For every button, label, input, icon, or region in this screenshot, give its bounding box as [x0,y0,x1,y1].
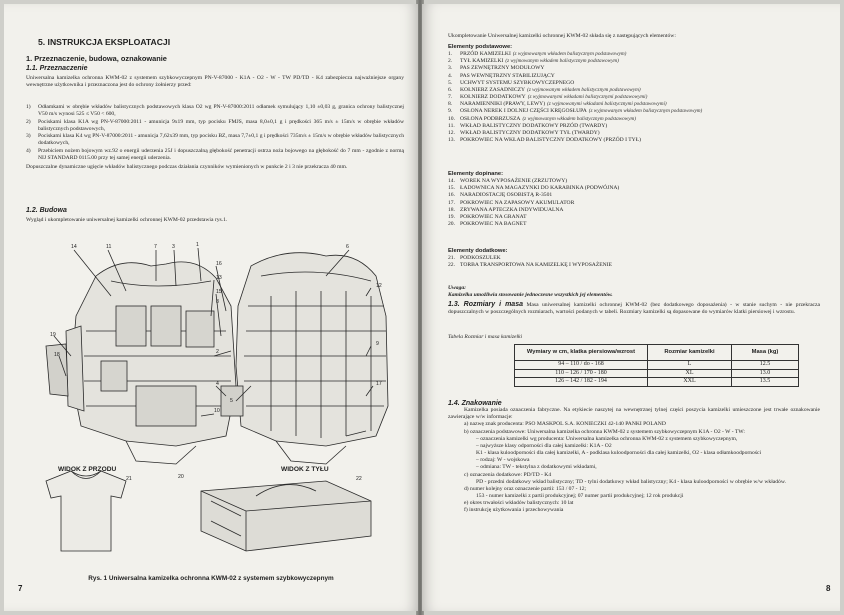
marking-intro: Kamizelka posiada oznaczenia fabryczne. Na etykiecie naszytej na wewnętrznej tylnej części poszycia kamizelki umieszczone jest trwałe oznakowanie zawierające w/w informacje: [448,407,820,421]
list-item: 12. WKŁAD BALISTYCZNY DODATKOWY TYŁ (TWARDY) [448,129,600,136]
deflection-paragraph: Dopuszczalne dynamiczne ugięcie wkładów balistycznego podczas działania czynników wymienionych w punkcie 2 i 3 nie przekracza 40 mm. [26,164,348,170]
callout: 7 [154,244,157,250]
callout: 15 [216,289,222,295]
list-item: 6. KOŁNIERZ ZASADNICZY (z wyjmowanym wkładem balistycznym podstawowym) [448,86,641,93]
vest-figure [26,236,410,566]
attached-elements-heading: Elementy dopinane: [448,171,504,177]
list-item: 4) Przebiciem nożem bojowym wz.92 o energii uderzenia 25J i dopuszczalną głębokość penetracji ostrza noża bojowego na głębokość do 7 mm - zgodnie z normą NIJ STANDARD 0115.00 przy tej samej energii uderzenia. [26,148,404,162]
sizes-table [514,344,799,387]
front-view-label: WIDOK Z PRZODU [58,466,117,473]
section-title: 5. INSTRUKCJA EKSPLOATACJI [38,37,171,47]
table-cell: 13.5 [732,378,799,387]
callout: 5 [230,398,233,404]
list-item: 4. PAS WEWNĘTRZNY STABILIZUJĄCY [448,72,555,79]
page-number: 8 [826,584,831,593]
t-shirt-drawing [46,471,126,551]
list-item: 3) Pociskami klasa K4 wg PN-V-87000:2011 - amunicja 7,62x39 mm, typ pocisku BZ, masa 7,7±0,1 g i prędkości 735m/s ± 15m/s w obrębie wkładów balistycznych dodatkowych, [26,133,404,147]
subsection-purpose-heading: 1.1. Przeznaczenie [26,65,88,72]
callout: 3 [172,244,175,250]
page-number: 7 [18,584,23,593]
list-item: 9. OSŁONA NEREK I DOLNEJ CZĘŚCI KRĘGOSŁUPA (z wyjmowanym wkładem balistycznym podstawowym) [448,108,703,115]
list-item: 17. POKROWIEC NA ZAPASOWY AKUMULATOR [448,199,575,206]
list-item: 20. POKROWIEC NA BAGNET [448,221,527,228]
marking-subitem: – rodzaj: W - wojskowa [476,457,530,464]
extra-elements [448,248,820,269]
marking-subitem: 153 - numer kamizelki z partii produkcyjnej; 07 numer partii produkcyjnej; 12 rok produkcji [476,493,684,500]
list-item: 13. POKROWIEC NA WKŁAD BALISTYCZNY DODATKOWY (PRZÓD I TYŁ) [448,137,642,144]
table-header-row [515,345,799,361]
extra-elements-heading: Elementy dodatkowe: [448,248,508,254]
callout: 8 [216,299,219,305]
left-page [4,4,418,611]
callout: 12 [376,283,382,289]
callout: 17 [376,381,382,387]
marking-item: d) numer kolejny oraz oznaczenie partii: 153 / 07 - 12; [464,485,587,492]
callout: 11 [106,244,112,250]
components-intro: Ukompletowanie Uniwersalnej kamizelki ochronnej KWM-02 składa się z następujących elementów: [448,33,676,39]
callout: 9 [376,341,379,347]
marking-subitem: – najwyższe klasy odporności dla całej kamizelki: K1A - O2 [476,442,612,449]
list-item: 19. POKROWIEC NA GRANAT [448,213,527,220]
marking-subitem: PD - przedni dodatkowy wkład balistyczny; TD - tylni dodatkowy wkład balistyczny; K4 - klasa kuloodporności w obrębie w/w wkładów. [476,478,786,485]
list-item: 10. OSŁONA PODBRZUSZA (z wyjmowanym wkładem balistycznym podstawowym) [448,115,636,122]
marking-item: b) oznaczenia podstawowe: Uniwersalna kamizelka ochronna KWM-02 z systemem szybkowyczepnym K1A - O2 - W - TW: [464,428,745,435]
list-item: 18. ZRYWANA APTECZKA INDYWIDUALNA [448,206,564,213]
protection-list [26,104,404,163]
attached-elements [448,171,820,228]
table-row [515,378,799,387]
list-item: 15. ŁADOWNICA NA MAGAZYNKI DO KARABINKA (PODWÓJNA) [448,185,620,192]
basic-elements [448,44,820,144]
marking-subitem: – odmiana: TW - tekstylna z dodatkowymi wkładami, [476,464,597,471]
column-header: Masa (kg) [732,345,799,361]
callout: 6 [346,244,349,250]
list-item: 1) Odłamkami w obrębie wkładów balistycznych podstawowych klasa O2 wg PN-V-87000:2011 odłamek symulujący 1,10 ±0,03 g, granica ochrony balistycznej V50 m/s wynosi 525 ≤ V50 < 600, [26,104,404,118]
vest-illustration [26,236,410,566]
list-item: 22. TORBA TRANSPORTOWA NA KAMIZELKĘ I WYPOSAŻENIE [448,262,612,269]
marking-subitem: K1 - klasa kuloodporności dla całej kamizelki, A - podklasa kuloodporności dla całej kamizelki, O2 - klasa odłamkoodporności [476,450,762,457]
note-text: Kamizelka umożliwia stosowanie jednoczesne wszystkich jej elementów. [448,292,613,299]
callout: 10 [214,408,220,414]
table-cell: L [648,361,732,370]
intro-paragraph: Uniwersalna kamizelka ochronna KWM-02 z systemem szybkowyczepnym PN-V-87000 - K1A - O2 - W - TW PD/TD - K4 zabezpiecza najważniejsze organy wewnętrzne użytkownika i przeznaczona jest do ochrony żołnierzy przed: [26,75,404,89]
list-item: 2. TYŁ KAMIZELKI (z wyjmowanym wkładem balistycznym podstawowym) [448,58,619,65]
callout: 13 [216,275,222,281]
list-item: 16. NARADIOSTACJĘ OSOBISTĄ R-3501 [448,192,553,199]
list-item: 14. WOREK NA WYPOSAŻENIE (ZRZUTOWY) [448,178,568,185]
table-cell: 110 – 126 / 170 - 180 [515,369,648,378]
marking-item: e) okres trwałości wkładów balistycznych: 10 lat [464,500,574,507]
callout: 4 [216,381,219,387]
callout: 21 [126,476,132,482]
table-cell: 94 – 110 / do - 168 [515,361,648,370]
table-row [515,361,799,370]
marking-item: f) instrukcję użytkowania i przechowywania [464,507,564,514]
note [448,285,820,299]
column-header: Wymiary w cm, klatka piersiowa/wzrost [515,345,648,361]
construction-paragraph: Wygląd i ukompletowanie uniwersalnej kamizelki ochronnej KWM-02 przedstawia rys.1. [26,217,228,223]
transport-bag-drawing [201,481,371,551]
list-item: 8. NARAMIENNIKI (PRAWY, LEWY) (z wyjmowanymi wkładami balistycznymi podstawowymi) [448,101,667,108]
callout: 16 [216,261,222,267]
marking-item: c) oznaczenia dodatkowe: PD/TD - K4 [464,471,552,478]
list-item: 21. PODKOSZULEK [448,255,501,262]
marking-subitem: – oznaczenia kamizelki wg producenta: Uniwersalna kamizelka ochronna KWM-02 z systemem szybkowyczepnym, [476,435,738,442]
back-vest-drawing [221,253,388,464]
table-cell: 13.0 [732,369,799,378]
callout: 1 [196,242,199,248]
callout: 19 [50,332,56,338]
marking-section [448,400,820,515]
table-cell: XXL [648,378,732,387]
callout: 14 [71,244,77,250]
list-item: 11. WKŁAD BALISTYCZNY DODATKOWY PRZÓD (TWARDY) [448,122,608,129]
marking-heading: 1.4. Znakowanie [448,400,502,407]
front-vest-drawing [46,262,236,464]
callout: 20 [178,474,184,480]
basic-elements-heading: Elementy podstawowe: [448,44,513,50]
sizes-section [448,301,820,316]
table-cell: XL [648,369,732,378]
callout: 22 [356,476,362,482]
figure-caption: Rys. 1 Uniwersalna kamizelka ochronna KWM-02 z systemem szybkowyczepnym [88,575,334,582]
callout: 2 [216,349,219,355]
sizes-text: Masa uniwersalnej kamizelki ochronnej KWM-02 (bez dodatkowego doposażenia) - w stanie suchym - nie przekracza dopuszczalnych w poszczególnych rozmiarach, wartości podanych w tabeli. Rozmiary kamizelki są dopasowane do wymiarów klatki piersiowej i wzrostu. [448,302,821,316]
table-cell: 12.5 [732,361,799,370]
subsection-construction-heading: 1.2. Budowa [26,207,67,214]
marking-item: a) nazwę znak producenta: PSO MASKPOL S.A. KONIECZKI 42-140 PANKI POLAND [464,421,666,428]
callout: 18 [54,352,60,358]
list-item: 2) Pociskami klasa K1A wg PN-V-87000:2011 - amunicja 9x19 mm, typ pocisku FMJS, masa 8,0±0,1 g i prędkości 365 m/s ± 15m/s w obrębie wkładów balistycznych podstawowych, [26,118,404,132]
list-item: 1. PRZÓD KAMIZELKI (z wyjmowanym wkładem balistycznym podstawowym) [448,51,627,58]
list-item: 7. KOŁNIERZ DODATKOWY (z wyjmowanymi wkładami balistycznymi podstawowymi) [448,94,648,101]
back-view-label: WIDOK Z TYŁU [281,466,329,473]
sizes-heading: 1.3. Rozmiary i masa [448,301,523,308]
subsection-heading: 1. Przeznaczenie, budowa, oznakowanie [26,54,167,63]
column-header: Rozmiar kamizelki [648,345,732,361]
table-caption: Tabela Rozmiar i masa kamizelki [448,334,523,340]
table-cell: 126 – 142 / 182 - 194 [515,378,648,387]
table-row [515,369,799,378]
list-item: 5. UCHWYT SYSTEMU SZYBKOWYCZEPNEGO [448,79,575,86]
note-label: Uwaga: [448,285,467,291]
right-page [422,4,840,611]
list-item: 3. PAS ZEWNĘTRZNY MODUŁOWY [448,65,545,72]
